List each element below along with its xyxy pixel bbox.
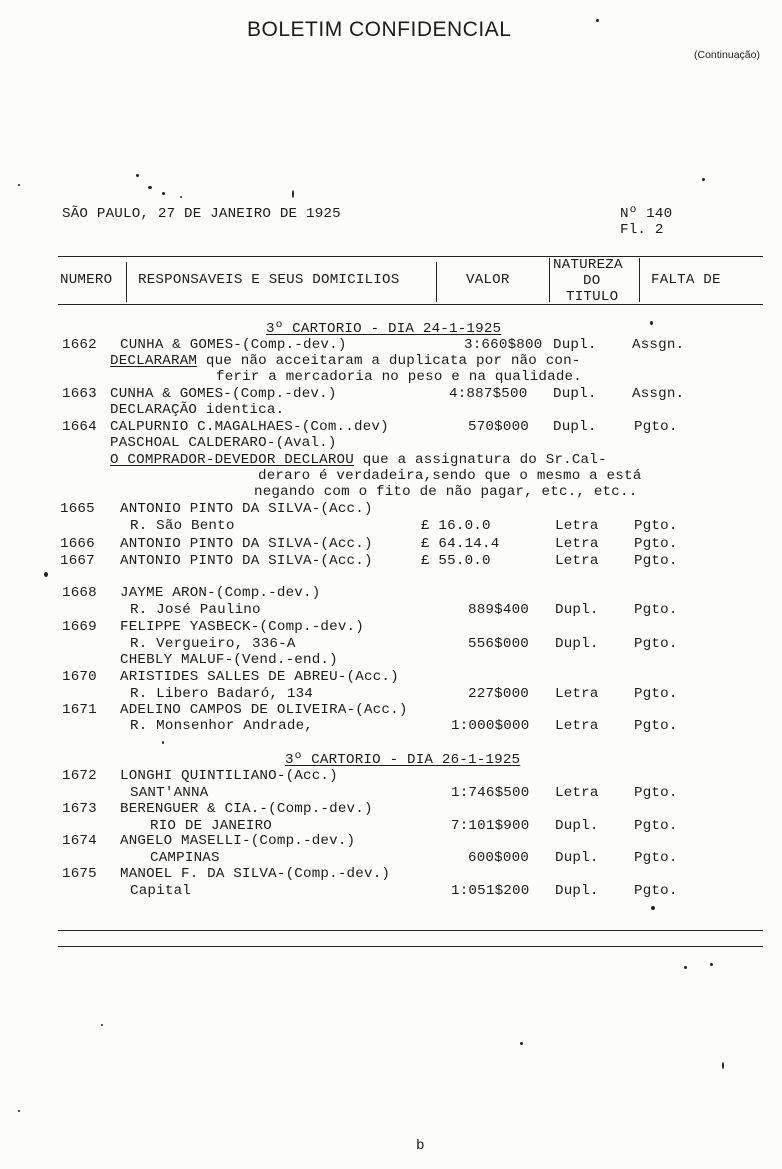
entry-address: R. São Bento (130, 518, 235, 534)
entry-type: Letra (555, 686, 599, 702)
entry-reason: Pgto. (634, 553, 678, 569)
entry-number: 1674 (62, 833, 97, 849)
entry-type: Dupl. (553, 419, 597, 435)
scan-speck (101, 1024, 103, 1026)
entry-note: O COMPRADOR-DEVEDOR DECLAROU que a assignatura do Sr.Cal- (110, 452, 607, 468)
scan-speck (710, 963, 713, 966)
entry-number: 1666 (60, 536, 95, 552)
scan-speck (722, 1062, 724, 1069)
column-header-falta: FALTA DE (651, 272, 721, 288)
entry-address: RIO DE JANEIRO (150, 818, 272, 834)
entry-value: 889$400 (468, 602, 529, 618)
entry-guarantor: PASCHOAL CALDERARO-(Aval.) (110, 435, 337, 451)
entry-address: SANT'ANNA (130, 785, 209, 801)
entry-type: Letra (555, 553, 599, 569)
closing-rule (58, 946, 763, 947)
entry-name: CUNHA & GOMES-(Comp.-dev.) (110, 386, 337, 402)
column-header-natureza: NATUREZA (553, 257, 623, 273)
entry-number: 1670 (62, 669, 97, 685)
column-divider (639, 258, 640, 302)
entry-name: MANOEL F. DA SILVA-(Comp.-dev.) (120, 866, 391, 882)
entry-number: 1665 (60, 501, 95, 517)
entry-type: Letra (555, 785, 599, 801)
entry-number: 1673 (62, 801, 97, 817)
entry-value: 1:746$500 (451, 785, 530, 801)
entry-note: ferir a mercadoria no peso e na qualidade. (216, 369, 582, 385)
entry-reason: Pgto. (634, 718, 678, 734)
footer-mark: b (416, 1138, 425, 1154)
entry-type: Letra (555, 536, 599, 552)
entry-number: 1668 (62, 585, 97, 601)
entry-address: R. Vergueiro, 336-A (130, 636, 296, 652)
entry-reason: Pgto. (634, 686, 678, 702)
entry-type: Dupl. (553, 386, 597, 402)
scan-speck (162, 192, 165, 195)
entry-type: Letra (555, 718, 599, 734)
entry-address: R. José Paulino (130, 602, 261, 618)
entry-note: DECLARAÇÃO identica. (110, 402, 285, 418)
scan-speck (292, 190, 294, 198)
entry-value: 570$000 (468, 419, 529, 435)
section-heading: 3º CARTORIO - DIA 24-1-1925 (266, 321, 502, 337)
scan-speck (684, 966, 687, 969)
entry-value: 227$000 (468, 686, 529, 702)
entry-name: ADELINO CAMPOS DE OLIVEIRA-(Acc.) (120, 702, 408, 718)
entry-value: 600$000 (468, 850, 529, 866)
entry-type: Dupl. (555, 818, 599, 834)
section-heading: 3º CARTORIO - DIA 26-1-1925 (285, 752, 521, 768)
continuation-note: (Continuação) (694, 49, 760, 61)
entry-reason: Pgto. (634, 602, 678, 618)
entry-number: 1667 (60, 553, 95, 569)
entry-address: Capital (130, 883, 191, 899)
closing-rule (58, 930, 763, 931)
column-divider (549, 258, 550, 302)
entry-number: 1662 (62, 337, 97, 353)
entry-value: £ 64.14.4 (421, 536, 500, 552)
entry-value: 7:101$900 (451, 818, 530, 834)
entry-reason: Assgn. (632, 337, 685, 353)
entry-note: deraro é verdadeira,sendo que o mesmo a está (258, 468, 642, 484)
column-header-responsaveis: RESPONSAVEIS E SEUS DOMICILIOS (138, 272, 400, 288)
entry-value: £ 55.0.0 (421, 553, 491, 569)
entry-name: LONGHI QUINTILIANO-(Acc.) (120, 768, 338, 784)
entry-address: R. Monsenhor Andrade, (130, 718, 313, 734)
entry-type: Dupl. (555, 602, 599, 618)
entry-reason: Assgn. (632, 386, 685, 402)
entry-type: Dupl. (555, 883, 599, 899)
scan-speck (18, 1110, 20, 1112)
bulletin-number: Nº 140 (620, 206, 673, 222)
entry-number: 1663 (62, 386, 97, 402)
entry-name: BERENGUER & CIA.-(Comp.-dev.) (120, 801, 373, 817)
table-top-rule (58, 256, 763, 257)
scan-speck (18, 184, 20, 186)
entry-value: 4:887$500 (449, 386, 528, 402)
entry-name: ARISTIDES SALLES DE ABREU-(Acc.) (120, 669, 399, 685)
entry-reason: Pgto. (634, 636, 678, 652)
entry-number: 1669 (62, 619, 97, 635)
entry-type: Dupl. (555, 636, 599, 652)
entry-name: JAYME ARON-(Comp.-dev.) (120, 585, 321, 601)
table-header-rule (58, 304, 763, 305)
scan-speck (651, 906, 655, 910)
entry-address: CAMPINAS (150, 850, 220, 866)
entry-reason: Pgto. (634, 785, 678, 801)
entry-number: 1671 (62, 702, 97, 718)
entry-number: 1672 (62, 768, 97, 784)
scan-speck (180, 196, 182, 198)
entry-name: FELIPPE YASBECK-(Comp.-dev.) (120, 619, 364, 635)
column-header-titulo: TITULO (566, 289, 619, 305)
entry-name: ANTONIO PINTO DA SILVA-(Acc.) (120, 553, 373, 569)
entry-reason: Pgto. (634, 850, 678, 866)
entry-type: Dupl. (553, 337, 597, 353)
scan-speck (162, 741, 164, 744)
entry-endorser: CHEBLY MALUF-(Vend.-end.) (120, 652, 338, 668)
place-date: SÃO PAULO, 27 DE JANEIRO DE 1925 (62, 206, 341, 222)
entry-type: Letra (555, 518, 599, 534)
column-header-valor: VALOR (466, 272, 510, 288)
entry-address: R. Libero Badaró, 134 (130, 686, 313, 702)
entry-value: 1:051$200 (451, 883, 530, 899)
entry-note: DECLARARAM que não acceitaram a duplicata por não con- (110, 353, 581, 369)
entry-reason: Pgto. (634, 536, 678, 552)
scan-speck (148, 186, 152, 189)
column-divider (126, 262, 127, 302)
entry-note: negando com o fito de não pagar, etc., etc.. (254, 484, 638, 500)
entry-number: 1675 (62, 866, 97, 882)
entry-value: 1:000$000 (451, 718, 530, 734)
column-header-do: DO (583, 273, 601, 289)
entry-value: 556$000 (468, 636, 529, 652)
entry-name: CALPURNIO C.MAGALHAES-(Com..dev) (110, 419, 389, 435)
scan-speck (596, 19, 599, 22)
scan-speck (702, 178, 705, 181)
entry-value: 3:660$800 (464, 337, 543, 353)
scan-speck (44, 572, 48, 577)
entry-name: ANGELO MASELLI-(Comp.-dev.) (120, 833, 356, 849)
document-title: BOLETIM CONFIDENCIAL (247, 18, 512, 41)
column-header-numero: NUMERO (60, 272, 113, 288)
entry-value: £ 16.0.0 (421, 518, 491, 534)
sheet-number: Fl. 2 (620, 222, 664, 238)
entry-name: ANTONIO PINTO DA SILVA-(Acc.) (120, 536, 373, 552)
scan-speck (650, 321, 653, 325)
entry-reason: Pgto. (634, 818, 678, 834)
entry-type: Dupl. (555, 850, 599, 866)
entry-reason: Pgto. (634, 518, 678, 534)
column-divider (436, 262, 437, 302)
scan-speck (136, 174, 139, 177)
entry-number: 1664 (62, 419, 97, 435)
scan-speck (520, 1042, 523, 1045)
entry-name: CUNHA & GOMES-(Comp.-dev.) (120, 337, 347, 353)
entry-reason: Pgto. (634, 419, 678, 435)
entry-name: ANTONIO PINTO DA SILVA-(Acc.) (120, 501, 373, 517)
entry-reason: Pgto. (634, 883, 678, 899)
